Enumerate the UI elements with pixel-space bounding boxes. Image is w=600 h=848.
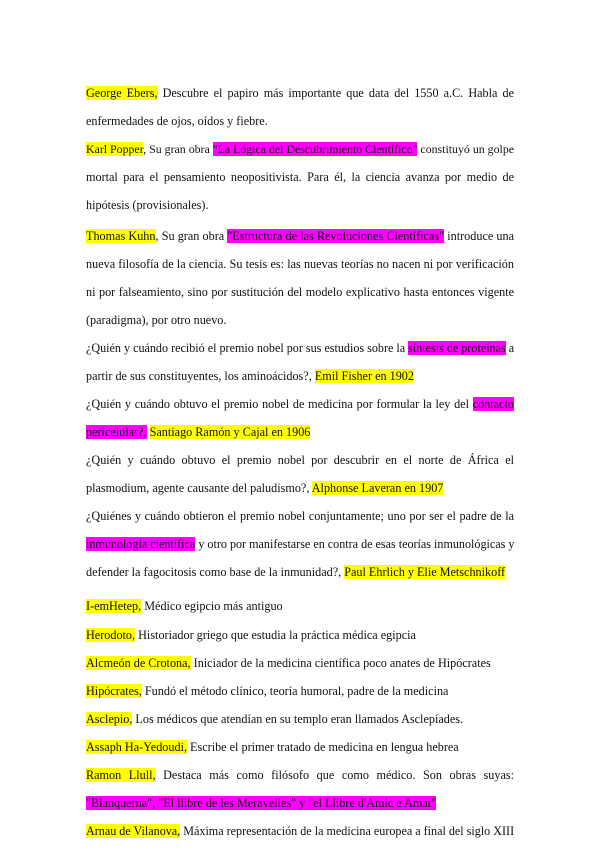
text-line <box>86 284 514 300</box>
text-line <box>86 85 514 101</box>
highlight-name: I-emHetep, <box>86 599 142 613</box>
highlight-name: Herodoto, <box>86 628 136 642</box>
highlight-name: Assaph Ha-Yedoudi, <box>86 740 187 754</box>
text-line <box>86 340 514 356</box>
highlight-term: pericelular?, <box>86 425 147 439</box>
text-line <box>86 739 514 755</box>
text-run: Escribe el primer tratado de medicina en lengua hebrea <box>187 740 459 754</box>
text-run: y otro por manifestarse en contra de esas teorías inmunológicas y <box>195 537 515 551</box>
text-run: constituyó un golpe <box>417 142 515 156</box>
text-line <box>86 598 514 614</box>
text-line <box>86 368 514 384</box>
text-line <box>86 228 514 244</box>
highlight-name: George Ebers, <box>86 86 158 100</box>
text-run: ni por falseamiento, sino por sustitución del modelo explicativo hasta entonces vigente <box>86 285 514 299</box>
text-run: mortal para el pensamiento neopositivista. Para él, la ciencia avanza por medio de <box>86 170 514 184</box>
text-run: ¿Quién y cuándo obtuvo el premio nobel de medicina por formular la ley del <box>86 397 473 411</box>
text-run: Destaca más como filósofo que como médico. Son obras suyas: <box>155 768 515 782</box>
text-run: , Su gran obra <box>155 229 228 243</box>
text-line <box>86 627 514 643</box>
text-run: hipótesis (provisionales). <box>86 198 209 212</box>
highlight-title: "La Lógica del Descubrimiento Científico" <box>212 142 418 156</box>
text-line <box>86 197 514 213</box>
text-run: introduce una <box>444 229 514 243</box>
text-line <box>86 141 514 157</box>
text-run: ¿Quiénes y cuándo obtieron el premio nobel conjuntamente; uno por ser el padre de la <box>86 509 514 523</box>
highlight-name: Thomas Kuhn <box>86 229 156 243</box>
text-run: Iniciador de la medicina científica poco anates de Hipócrates <box>190 656 491 670</box>
text-line <box>86 564 514 580</box>
text-line <box>86 169 514 185</box>
text-run: nueva filosofía de la ciencia. Su tesis es: las nuevas teorías no nacen ni por verificación <box>86 257 514 271</box>
text-run: Historiador griego que estudia la práctica médica egipcia <box>135 628 416 642</box>
highlight-name: Arnau de Vilanova, <box>86 824 181 838</box>
text-line <box>86 711 514 727</box>
text-run: Máxima representación de la medicina europea a final del siglo XIII <box>180 824 515 838</box>
highlight-term: contacto <box>472 397 514 411</box>
text-run: , Su gran obra <box>143 142 213 156</box>
text-line <box>86 113 514 129</box>
text-line <box>86 536 514 552</box>
text-run: Descubre el papiro más importante que data del 1550 a.C. Habla de <box>157 86 514 100</box>
text-run: (paradigma), por otro nuevo. <box>86 313 227 327</box>
text-run: a <box>505 341 515 355</box>
highlight-title: "Estructura de las Revoluciones Científicas" <box>227 229 445 243</box>
text-run: Médico egipcio más antiguo <box>141 599 283 613</box>
text-line <box>86 795 514 811</box>
highlight-answer: Emil Fisher en 1902 <box>314 369 414 383</box>
highlight-term: inmunología científica <box>86 537 196 551</box>
highlight-answer: Paul Ehrlich y Elie Metschnikoff <box>344 565 506 579</box>
text-line <box>86 767 514 783</box>
text-line <box>86 508 514 524</box>
highlight-name: Alcmeón de Crotona, <box>86 656 191 670</box>
text-run: enfermedades de ojos, oídos y fiebre. <box>86 114 268 128</box>
text-run: ¿Quién y cuándo recibió el premio nobel por sus estudios sobre la <box>86 341 409 355</box>
text-run: defender la fagocitosis como base de la inmunidad?, <box>86 565 345 579</box>
highlight-term: síntesis de proteínas <box>408 341 506 355</box>
highlight-name: Ramon Llull, <box>86 768 156 782</box>
text-line <box>86 480 514 496</box>
text-line <box>86 396 514 412</box>
highlight-name: Hipócrates, <box>86 684 142 698</box>
highlight-name: Asclepio, <box>86 712 133 726</box>
text-run: Los médicos que atendían en su templo eran llamados Asclepíades. <box>132 712 464 726</box>
text-run: plasmodium, agente causante del paludismo?, <box>86 481 312 495</box>
text-line <box>86 823 514 839</box>
text-line <box>86 312 514 328</box>
highlight-answer: Santiago Ramón y Cajal en 1906 <box>149 425 311 439</box>
highlight-answer: Alphonse Laveran en 1907 <box>311 481 444 495</box>
text-line <box>86 256 514 272</box>
text-line <box>86 452 514 468</box>
text-line <box>86 424 514 440</box>
text-line <box>86 683 514 699</box>
text-run: ¿Quién y cuándo obtuvo el premio nobel por descubrir en el norte de África el <box>86 453 514 467</box>
highlight-title: "Blanquerna", "El llibre de les Meravelles" y "el Llibre d'Amic e Amat" <box>86 796 437 810</box>
text-run: Fundó el método clínico, teoría humoral, padre de la medicina <box>141 684 449 698</box>
text-run: partir de sus constituyentes, los aminoácidos?, <box>86 369 315 383</box>
highlight-name: Karl Popper <box>86 142 144 156</box>
text-line <box>86 655 514 671</box>
